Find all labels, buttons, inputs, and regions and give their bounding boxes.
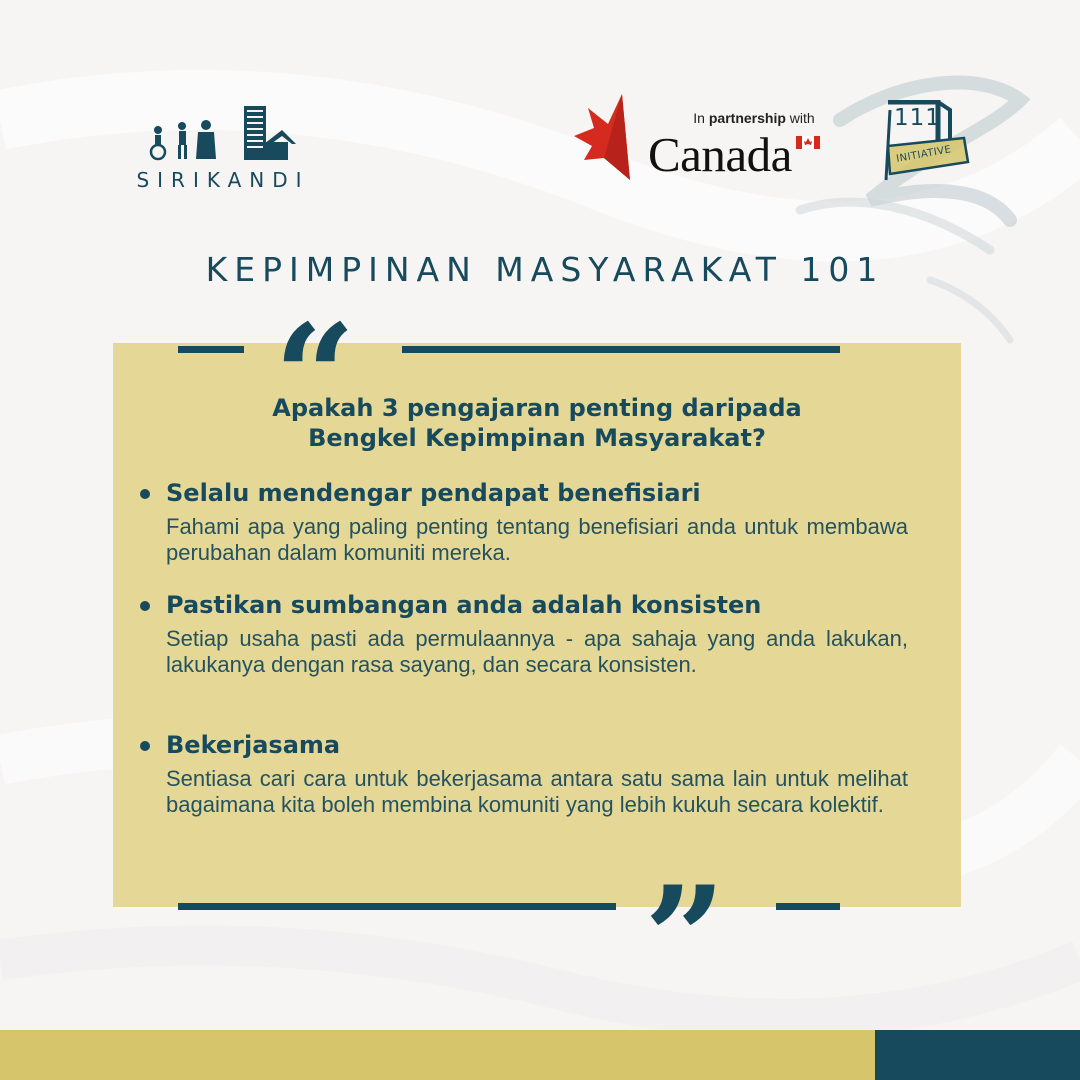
canada-wordmark: Canada — [648, 127, 792, 182]
list-item-body: Sentiasa cari cara untuk bekerjasama antara satu sama lain untuk melihat bagaimana kita boleh membina komuniti yang lebih kukuh secara kolektif. — [166, 766, 908, 817]
list-item-body: Setiap usaha pasti ada permulaannya - apa sahaja yang anda lakukan, lakukanya dengan rasa sayang, dan secara konsisten. — [166, 626, 908, 677]
canada-flag-icon — [796, 136, 820, 149]
page-title: KEPIMPINAN MASYARAKAT 101 — [205, 250, 885, 289]
initiative-number: 111 — [894, 105, 941, 131]
list-item-heading: Bekerjasama — [138, 730, 908, 760]
question-heading — [113, 393, 961, 453]
quote-open-icon: “ — [274, 294, 356, 460]
partnership-text: In partnership with — [693, 110, 815, 126]
111-initiative-logo — [880, 100, 970, 184]
bottom-left-bar — [178, 903, 616, 910]
paint-brush-decoration — [780, 40, 1040, 360]
bullet-icon — [140, 601, 150, 611]
top-left-bar — [178, 346, 244, 353]
bullet-icon — [140, 489, 150, 499]
maple-leaf-icon — [574, 94, 630, 180]
footer-gold-band — [0, 1030, 875, 1080]
quote-close-icon: ” — [644, 856, 726, 1022]
list-item — [138, 730, 908, 818]
question-line-1: Apakah 3 pengajaran penting daripada — [272, 394, 802, 422]
list-item — [138, 590, 908, 678]
sirikandi-logo — [128, 100, 318, 200]
list-item — [138, 478, 908, 566]
initiative-label: INITIATIVE — [895, 144, 953, 165]
top-right-bar — [402, 346, 840, 353]
bullet-icon — [140, 741, 150, 751]
footer-teal-band — [875, 1030, 1080, 1080]
question-line-2: Bengkel Kepimpinan Masyarakat? — [308, 424, 766, 452]
sirikandi-people-icon — [146, 100, 306, 162]
sirikandi-wordmark: SIRIKANDI — [136, 168, 310, 192]
bottom-right-bar — [776, 903, 840, 910]
list-item-body: Fahami apa yang paling penting tentang benefisiari anda untuk membawa perubahan dalam komuniti mereka. — [166, 514, 908, 565]
list-item-heading: Selalu mendengar pendapat benefisiari — [138, 478, 908, 508]
list-item-heading: Pastikan sumbangan anda adalah konsisten — [138, 590, 908, 620]
